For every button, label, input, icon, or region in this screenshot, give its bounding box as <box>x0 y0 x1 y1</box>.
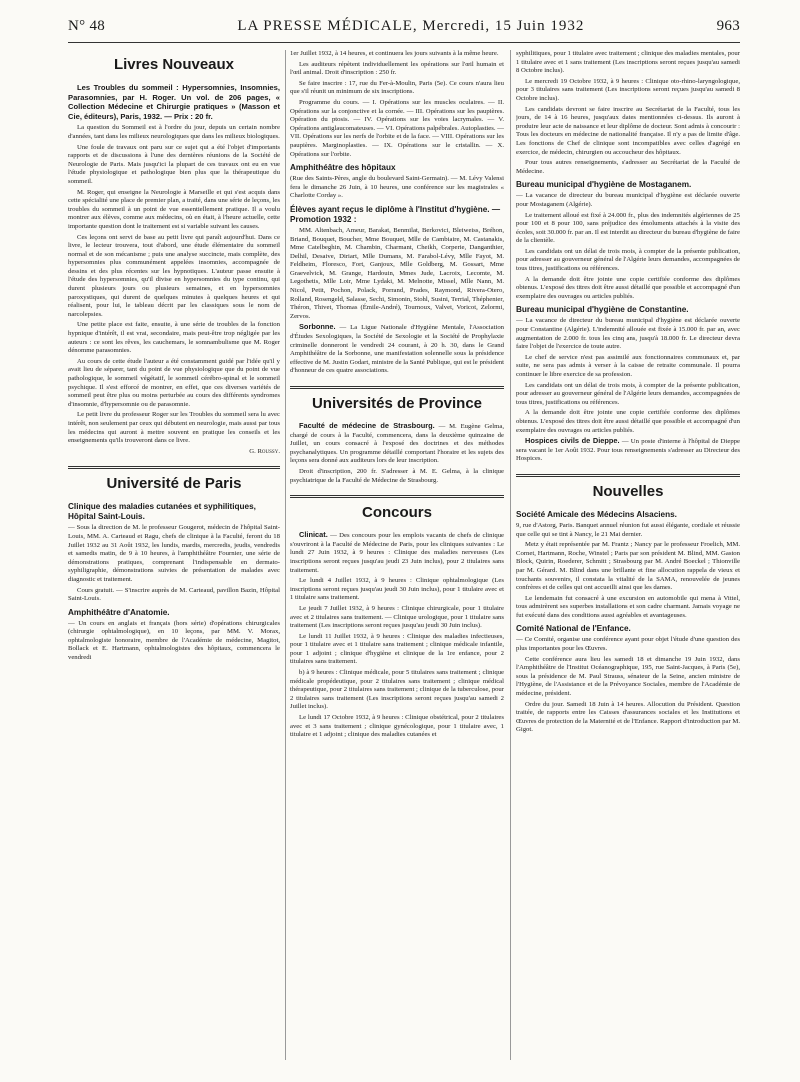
course-program: Programme du cours. — I. Opérations sur les muscles oculaires. — II. Opérations sur la conjonctive et la cornée. — III. Opérations sur les paupières. Opération du ptosis. — IV. Opérations sur les voies lacrymales. — V. Opérations antiglaucomateuses. — VI. Opérations palpébrales. Autoplasties. — VII. Opérations sur les nerfs de l'orbite et de la face. — VIII. Opérations sur les paupières. Marginoplasties. — IX. Opérations sur le cristallin. — X. Opérations sur l'orbite. <box>290 98 504 158</box>
hospices-text: Hospices civils de Dieppe. — Un poste d'interne à l'hôpital de Dieppe sera vacant le 1er Août 1932. Pour tous renseignements s'adresser au Directeur des Hospices. <box>516 436 740 463</box>
book-citation: Les Troubles du sommeil : Hypersomnies, Insomnies, Parasomnies, par H. Roger. Un vol. de 206 pages, « Collection Médecine et Chirurgie pratiques » (Masson et Cie, éditeurs), Paris, 1932. — Prix : 20 fr. <box>68 83 280 121</box>
concours-continuation: Les candidats devront se faire inscrire au Secrétariat de la Faculté, tous les jours, de 14 à 16 heures, jusqu'aux dates mentionnées ci-dessus. Ils auront à produire leur acte de naissance et leur diplôme de docteur. Sont admis à concourir : Tous les docteurs en médecine de nationalité française. Il n'y a pas de limite d'âge. Les fonctions de Chef de clinique sont incompatibles avec celles d'agrégé en exercice, de médecin, chirurgien ou accoucheur des hôpitaux. <box>516 105 740 156</box>
comite-heading: Comité National de l'Enfance. <box>516 624 631 634</box>
anatomie-heading: Amphithéâtre d'Anatomie. <box>68 607 170 617</box>
bureau-constantine-heading: Bureau municipal d'hygiène de Constantine. <box>516 305 689 315</box>
clinicat-paragraph: Le lundi 11 Juillet 1932, à 9 heures : Clinique des maladies infectieuses, pour 1 titulaire avec et 1 titulaire sans traitement ; clinique médicale infantile, pour 1 adjoint ; clinique d'hygiène et clinique de la 1re enfance, pour 2 titulaires sans traitement. <box>290 632 504 666</box>
bureau-constantine-paragraph: Le chef de service n'est pas assimilé aux fonctionnaires communaux et, par suite, ne sera pas admis à verser à la caisse de retraite communale. Il pourra continuer le libre exercice de sa profession. <box>516 353 740 378</box>
column-right <box>516 50 740 1060</box>
clinicat-paragraph: b) à 9 heures : Clinique médicale, pour 5 titulaires sans traitement ; clinique médicale propédeutique, pour 2 titulaires sans traitement ; clinique médical thérapeutique, pour 2 titulaires sans traitement ; clinique de la tuberculose, pour 2 titulaires sans traitement (Les inscriptions seront reçues jusqu'au samedi 2 Juillet inclus). <box>290 669 504 711</box>
clinique-heading: Clinique des maladies cutanées et syphilitiques, Hôpital Saint-Louis. <box>68 502 256 522</box>
section-title-universite-paris: Université de Paris <box>106 475 242 493</box>
review-paragraph: Une foule de travaux ont paru sur ce sujet qui a été l'objet d'importants rapports et de discussions à l'une des dernières réunions de la Société de Neurologie de Paris. Mais jusqu'ici la plupart de ces travaux ont eu en vue l'étude physiologique et pathologique bien plus que la thérapeutique du sommeil. <box>68 143 280 185</box>
review-paragraph: M. Roger, qui enseigne la Neurologie à Marseille et qui s'est acquis dans cette spécialité une place de premier plan, a traité, dans une série de leçons, les troubles du sommeil à un point de vue essentiellement pratique. Il a voulu montrer aux élèves, comme aux médecins, où en était, à l'heure actuelle, cette importante question dont le traitement est si variable suivant les causes. <box>68 188 280 230</box>
eleves-list: MM. Altenbach, Ameur, Barakat, Benmilat, Berkovici, Bleiweiss, Bréhon, Briand, Bouquet, Boucher, Mme Bouquet, Mlle de Cambiaire, M. Castanakis, Mme Catelbeghin, M. Chambin, Charmant, Cheikh, Corperie, Danganthier, Delhil, Desaive, Diriart, Mlle Dumans, M. Farabol-Lévy, Mlle Fayot, M. Feldheim, Floresco, Fort, Ganjoux, Mlle Goldberg, M. Gossart, Mme Graevelvick, M. Grange, Hardouin, Mmes Jude, Lacroix, Lecomte, M. Legothetis, Mlle Loir, Mme Lydaki, M. Melnotte, Missel, Mlle Nann, M. Nicol, Petit, Pochon, Polack, Porrand, Prades, Raymond, Rivera-Otero, Rolland, Rosengeld, Salasse, Sechi, Simonin, Stohl, Susini, Terrial, Théphenier, Théron, Thivet, Thomas (Émile-André), Tournoux, Valvet, Voricot, Zelormi, Zervos. <box>290 226 504 320</box>
page-header <box>68 18 740 40</box>
page-number: 963 <box>716 18 740 34</box>
review-paragraph: La question du Sommeil est à l'ordre du jour, depuis un certain nombre d'années, tant dans les milieux neurologiques que dans les milieux biologiques. <box>68 124 280 140</box>
amicale-text: 9, rue d'Astorg, Paris. Banquet annuel réunion fut aussi élégante, cordiale et réussie que celle qui se tint à Nancy, le 21 Mai dernier. <box>516 521 740 538</box>
bureau-constantine-paragraph: Les candidats ont un délai de trois mois, à compter de la présente publication, pour adresser au gouverneur général de l'Algérie leurs demandes, accompagnées de tous titres, justifications ou références. <box>516 381 740 406</box>
bureau-constantine-text: — La vacance de directeur du bureau municipal d'hygiène est déclarée ouverte pour Constantine (Algérie). L'indemnité allouée est fixée à 15.000 fr. par an, avec augmentation de 2.000 fr. tous les cinq ans, jusqu'à 18.000 fr. Le directeur devra faire l'objet de l'exercice de toute autre. <box>516 317 740 351</box>
amphi-heading: Amphithéâtre des hôpitaux <box>290 163 396 173</box>
bureau-mostaganem-paragraph: Les candidats ont un délai de trois mois, à compter de la présente publication, pour adresser au gouverneur général de l'Algérie leurs demandes, accompagnées de tous titres, justifications ou références. <box>516 247 740 273</box>
course-continuation: Se faire inscrire : 17, rue du Fer-à-Moulin, Paris (5e). Ce cours n'aura lieu que s'il réunit un minimum de six inscriptions. <box>290 79 504 96</box>
faculte-text: Faculté de médecine de Strasbourg. — M. Eugène Gelma, chargé de cours à la Faculté, commencera, dans la deuxième quinzaine de Juillet, un cours consacré à l'exposé des doctrines et des méthodes psychanalytiques. Un programme détaillé comportant l'horaire et les sujets des leçons sera donné aux auditeurs lors de leur inscription. <box>290 421 504 465</box>
clinicat-paragraph: Le jeudi 7 Juillet 1932, à 9 heures : Clinique chirurgicale, pour 1 titulaire avec et 2 titulaires sans traitement. — Clinique urologique, pour 1 titulaire sans traitement (Les inscriptions seront reçues jusqu'au jeudi 30 Juin inclus). <box>290 604 504 630</box>
review-paragraph: Une petite place est faite, ensuite, à une série de troubles de la fonction hypnique d'intérêt, il est vrai, secondaire, mais peut-être trop négligée par les auteurs : ce sont les rêves, les cauchemars, le somnambulisme que M. Roger dénomme parasomnies. <box>68 321 280 355</box>
section-title-universites-province: Universités de Province <box>311 395 483 412</box>
comite-paragraph: Cette conférence aura lieu les samedi 18 et dimanche 19 Juin 1932, dans l'Amphithéâtre de l'Institut Océanographique, 195, rue Saint-Jacques, à Paris (5e), sous la présidence de M. Paul Strauss, sénateur de la Seine, ancien ministre de l'Hygiène, de l'Assistance et de la Prévoyance Sociales, membre de l'Académie de médecine, président. <box>516 655 740 698</box>
course-continuation: 1er Juillet 1932, à 14 heures, et continuera les jours suivants à la même heure. <box>290 50 499 57</box>
faculte-text: Droit d'inscription, 200 fr. S'adresser à M. E. Gelma, à la clinique psychiatrique de la Faculté de Médecine de Strasbourg. <box>290 467 504 484</box>
clinicat-heading: Clinicat. <box>299 530 328 540</box>
amicale-paragraph: Le lendemain fut consacré à une excursion en automobile qui mena à Vittel, tous admirèrent ses superbes installations et son cadre charmant. Jamais voyage ne fut exécuté dans des conditions aussi agréables et avantageuses. <box>516 594 740 619</box>
sorbonne-heading: Sorbonne. <box>299 322 336 332</box>
column-divider <box>285 50 286 1060</box>
issue-number: N° 48 <box>68 18 106 34</box>
bureau-mostaganem-paragraph: A la demande doit être jointe une copie certifiée conforme des diplômes obtenus. L'exposé des titres doit être aussi détaillé que possible et accompagné d'un exemplaire des ouvrages ou articles publiés. <box>516 275 740 300</box>
amphi-text: (Rue des Saints-Pères, angle du boulevard Saint-Germain). — M. Lévy Valensi fera le dimanche 26 Juin, à 10 heures, une conférence sur les magistrales « Charlotte Corday ». <box>290 175 504 200</box>
hospices-heading: Hospices civils de Dieppe. <box>525 436 620 446</box>
section-title-nouvelles: Nouvelles <box>592 482 664 500</box>
sorbonne-text: Sorbonne. — La Ligue Nationale d'Hygiène Mentale, l'Association d'Études Sexologiques, la Société de Sexologie et la Société de Prophylaxie criminelle donneront le vendredi 24 courant, à 20 h. 30, dans le Grand Amphithéâtre de la Sorbonne, une manifestation solennelle sous la présidence effective de M. Justin Godart, ministre de la Santé Publique, qui est le président d'honneur de ces quatre associations. <box>290 322 504 375</box>
course-continuation: Les auditeurs répètent individuellement les opérations sur l'œil humain et l'œil animal. Droit d'inscription : 250 fr. <box>290 60 504 77</box>
comite-paragraph: Ordre du jour. Samedi 18 Juin à 14 heures. Allocution du Président. Question traitée, de rapports entre les Caisses d'assurances sociales et les Institutions et Œuvres de protection de la Maternité et de l'Enfance. Rapport d'introduction par M. Gigot. <box>516 700 740 734</box>
review-paragraph: Ces leçons ont servi de base au petit livre qui paraît aujourd'hui. Dans ce livre, le lecteur trouvera, tout d'abord, une étude élémentaire du sommeil normal et de son mécanisme ; puis une analyse succincte, mais complète, des hypersomnies plus communément appelées insomnies, accompagnée de dessins et des plus récentes sur les hypnotiques. L'auteur passe ensuite à l'étude des hypersomnies, qu'il divise en hypersomnies du type continu, qui durent plusieurs jours ou plusieurs semaines, et en hypersomnies paroxystiques, qui durent de quelques minutes à quelques heures et qui réalisent, pour lui, le tableau décrit par les classiques sous le nom de narcolepsies. <box>68 233 280 318</box>
concours-continuation: syphilitiques, pour 1 titulaire avec traitement ; clinique des maladies mentales, pour 1 titulaire avec et 1 sans traitement (Les inscriptions seront reçues jusqu'au samedi 8 Octobre inclus). <box>516 50 740 75</box>
journal-title: LA PRESSE MÉDICALE, Mercredi, 15 Juin 1932 <box>237 18 585 34</box>
clinicat-paragraph: Le lundi 17 Octobre 1932, à 9 heures : Clinique obstétrical, pour 2 titulaires avec et 3 sans traitement ; clinique gynécologique, pour 1 titulaire avec, 1 titulaire et 1 adjoint ; clinique des maladies cutanées et <box>290 714 504 739</box>
section-title-livres: Livres Nouveaux <box>113 56 235 73</box>
concours-continuation: Le mercredi 19 Octobre 1932, à 9 heures : Clinique oto-rhino-laryngologique, pour 3 titulaires sans traitement (Les inscriptions seront reçues jusqu'au samedi 8 Octobre inclus). <box>516 77 740 102</box>
amicale-paragraph: Metz y était représentée par M. Frantz ; Nancy par le professeur Froelich, MM. Cornet, Hartmann, Roche, Winstel ; Paris par son président M. Blind, MM. Gaston Block, Quirin, Roederer, Schmitt ; Strasbourg par M. André Boeckel ; Thionville par M. Gérard. M. Blind dans une brillante et fine allocution rappela de vieux et touchants souvenirs, il constata la vitalité de la SAMA, renouvelée de jeunes confrères et de celles qui ont accueilli ainsi que les dames. <box>516 541 740 592</box>
section-divider <box>290 495 504 498</box>
bureau-mostaganem-paragraph: Le traitement alloué est fixé à 24.000 fr., plus des indemnités algériennes de 25 pour 100 et 8 pour 100, sans préjudice des émoluments attachés à la visite des écoles, soit 30.000 fr. par an. Il est interdit au directeur du bureau d'hygiène de faire de la clientèle. <box>516 211 740 245</box>
clinicat-text: Clinicat. — Des concours pour les emplois vacants de chefs de clinique s'ouvriront à la Faculté de Médecine de Paris, pour les cliniques suivantes : Le lundi 27 Juin 1932, à 9 heures : Clinique des maladies nerveuses (Les inscriptions seront reçues jusqu'au jeudi 23 Juin inclus), pour 2 titulaires sans traitement. <box>290 530 504 574</box>
section-divider <box>290 386 504 389</box>
bureau-mostaganem-text: — La vacance de directeur du bureau municipal d'hygiène est déclarée ouverte pour Mostaganem (Algérie). <box>516 192 740 208</box>
header-rule <box>68 42 740 43</box>
section-divider <box>516 474 740 477</box>
review-paragraph: Au cours de cette étude l'auteur a été constamment guidé par l'idée qu'il y avait lieu de séparer, tant du point de vue physiologique que du point de vue pathologique, le sommeil végétatif, le sommeil cérébro-spinal et le sommeil psychique. Il s'est efforcé de montrer, en effet, que ces diverses variétés de sommeil peut être plus ou moins perturbée au cours des différents syndromes d'insomnie, d'hypersomnie ou de parasomnie. <box>68 357 280 408</box>
column-left <box>68 50 280 1060</box>
section-divider <box>68 466 280 469</box>
review-paragraph: Le petit livre du professeur Roger sur les Troubles du sommeil sera lu avec intérêt, non seulement par ceux qui débutent en neurologie, mais aussi par tous les médecins qui auront à mettre souvent en pratique les conseils et les enseignements qu'ils trouveront dans ce livre. <box>68 411 280 445</box>
clinique-text: Cours gratuit. — S'inscrire auprès de M. Carteaud, pavillon Bazin, Hôpital Saint-Louis. <box>68 586 280 603</box>
bureau-mostaganem-heading: Bureau municipal d'hygiène de Mostaganem. <box>516 180 692 190</box>
clinicat-paragraph: Le lundi 4 Juillet 1932, à 9 heures : Clinique ophtalmologique (Les inscriptions seront reçues jusqu'au jeudi 30 Juin inclus), pour 1 titulaire avec et 1 titulaire sans traitement. <box>290 577 504 602</box>
section-title-concours: Concours <box>361 504 432 522</box>
anatomie-text: — Un cours en anglais et français (hors série) d'opérations chirurgicales (chirurgie ophtalmologique), en 10 leçons, par MM. V. Morax, ophtalmologiste honoraire, membre de l'Académie de médecine, Magitot, Bollack et E. Hartmann, ophtalmologistes des hôpitaux, commencera le vendredi <box>68 619 280 662</box>
column-middle <box>290 50 504 1060</box>
eleves-heading: Élèves ayant reçus le diplôme à l'Institut d'hygiène. — Promotion 1932 : <box>290 204 501 224</box>
concours-continuation: Pour tous autres renseignements, s'adresser au Secrétariat de la Faculté de Médecine. <box>516 159 740 175</box>
amicale-heading: Société Amicale des Médecins Alsaciens. <box>516 509 677 519</box>
review-signature: G. Roussy. <box>249 447 280 455</box>
column-divider <box>510 50 511 1060</box>
comite-text: — Ce Comité, organise une conférence ayant pour objet l'étude d'une question des plus importantes pour les Œuvres. <box>516 636 740 653</box>
clinique-text: — Sous la direction de M. le professeur Gougerot, médecin de l'hôpital Saint-Louis, MM. A. Carteaud et Ragu, chefs de clinique à la Faculté, feront du 18 Juillet 1932 au 31 Août 1932, les lundis, mardis, mercredis, jeudis, vendredis et samedis matin, de 9 à 10 heures, à l'amphithéâtre Fournier, une série de démonstrations pratiques, comprenant l'indispensable en dermato-syphiligraphie, démonstrations suivies de présentation de malades avec diagnostic et traitement. <box>68 524 280 583</box>
faculte-heading: Faculté de médecine de Strasbourg. <box>299 421 435 430</box>
bureau-constantine-paragraph: A la demande doit être jointe une copie certifiée conforme des diplômes obtenus. L'exposé des titres doit être aussi détaillé que possible et accompagné d'un exemplaire des ouvrages ou articles publiés. <box>516 409 740 434</box>
